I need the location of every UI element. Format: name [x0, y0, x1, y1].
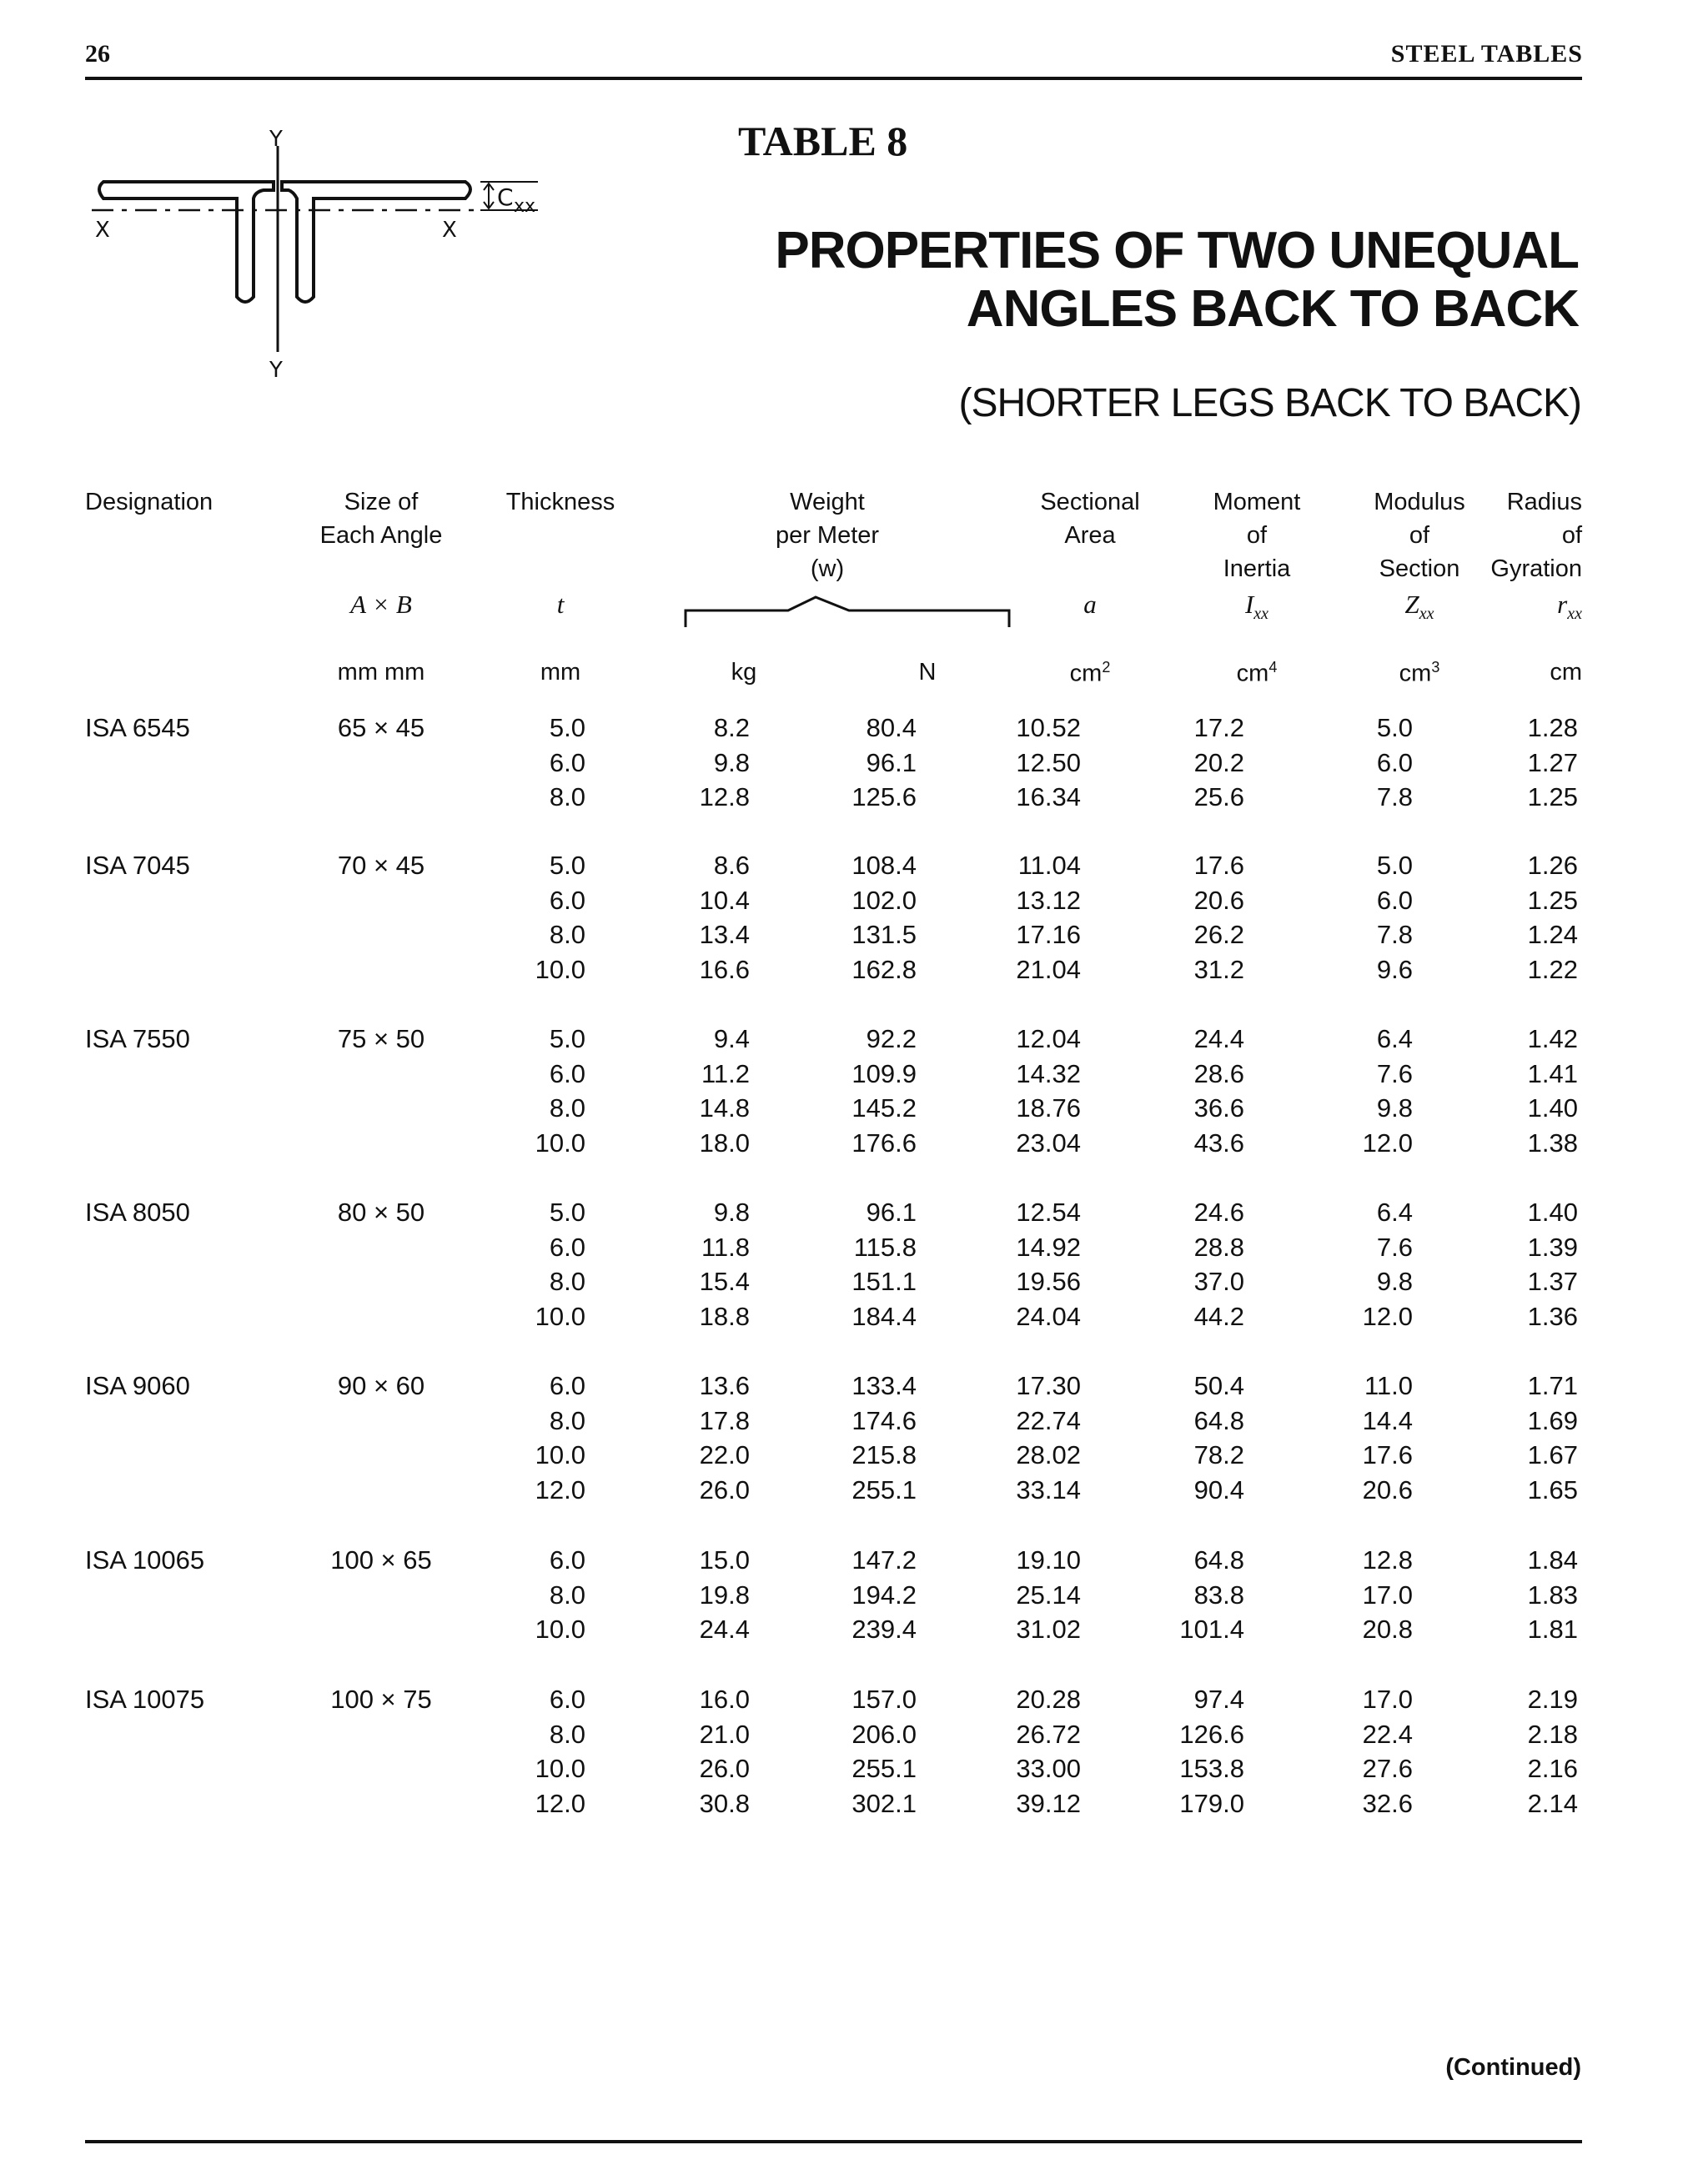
cell-weight-n: 115.8: [853, 1232, 917, 1262]
cell-modulus: 17.0: [1362, 1580, 1413, 1610]
symbol-radius: $r_{xx}$: [1557, 590, 1582, 624]
unit-size: mm mm: [337, 659, 425, 686]
cell-area: 31.02: [1016, 1615, 1081, 1644]
cell-thickness: 10.0: [535, 954, 585, 984]
angle-size: 75 × 50: [337, 1024, 425, 1053]
cell-thickness: 8.0: [549, 782, 585, 811]
cell-radius: 1.38: [1527, 1128, 1578, 1158]
cell-area: 26.72: [1016, 1719, 1081, 1749]
running-head-section: STEEL TABLES: [1390, 40, 1583, 68]
cell-weight-kg: 12.8: [699, 782, 750, 811]
cell-weight-kg: 15.0: [699, 1545, 750, 1575]
header-thickness: Thickness: [505, 489, 615, 515]
cell-weight-n: 92.2: [866, 1024, 917, 1053]
cell-area: 33.00: [1016, 1754, 1081, 1783]
cell-modulus: 27.6: [1362, 1754, 1413, 1783]
cell-radius: 1.26: [1527, 851, 1578, 880]
table-row: [85, 1057, 1582, 1091]
cell-area: 13.12: [1016, 885, 1081, 915]
designation: ISA 7045: [85, 851, 190, 880]
cell-weight-n: 162.8: [851, 954, 917, 984]
cell-radius: 1.36: [1527, 1301, 1578, 1331]
unit-area-exp: 2: [1102, 659, 1111, 676]
cell-radius: 1.71: [1527, 1371, 1578, 1400]
cell-area: 18.76: [1016, 1093, 1081, 1123]
table-row: [85, 1299, 1582, 1334]
cell-modulus: 6.0: [1376, 747, 1413, 777]
cell-area: 12.04: [1016, 1024, 1081, 1053]
cell-inertia: 28.6: [1193, 1058, 1244, 1088]
cell-thickness: 10.0: [535, 1754, 585, 1783]
cell-weight-kg: 16.0: [699, 1685, 750, 1714]
cell-radius: 1.40: [1527, 1198, 1578, 1227]
top-rule: [85, 77, 1582, 80]
page-number: 26: [85, 40, 110, 68]
cell-thickness: 10.0: [535, 1615, 585, 1644]
cell-weight-n: 125.6: [851, 782, 917, 811]
cell-area: 21.04: [1016, 954, 1081, 984]
cell-weight-n: 131.5: [851, 920, 917, 949]
cell-modulus: 17.0: [1362, 1685, 1413, 1714]
cell-modulus: 7.8: [1376, 782, 1413, 811]
table-row: [85, 1612, 1582, 1646]
cell-weight-n: 206.0: [851, 1719, 917, 1749]
bottom-rule: [85, 2140, 1582, 2143]
cell-weight-kg: 18.8: [699, 1301, 750, 1331]
cell-weight-n: 184.4: [851, 1301, 917, 1331]
table-title-line-2: ANGLES BACK TO BACK: [966, 280, 1579, 338]
cell-thickness: 10.0: [535, 1440, 585, 1469]
symbol-radius-sub: xx: [1567, 605, 1582, 624]
unit-inertia: $cm^4$: [1236, 659, 1278, 687]
cell-inertia: 44.2: [1193, 1301, 1244, 1331]
cell-weight-kg: 24.4: [699, 1615, 750, 1644]
table-row: [85, 780, 1582, 814]
cell-thickness: 6.0: [549, 747, 585, 777]
cell-thickness: 6.0: [549, 1058, 585, 1088]
cell-radius: 2.14: [1527, 1788, 1578, 1818]
cell-thickness: 8.0: [549, 1093, 585, 1123]
cell-inertia: 90.4: [1193, 1474, 1244, 1504]
cell-modulus: 9.6: [1376, 954, 1413, 984]
table-row: [85, 1404, 1582, 1438]
cell-thickness: 8.0: [549, 920, 585, 949]
cell-modulus: 6.4: [1376, 1198, 1413, 1227]
symbol-area: a: [1083, 590, 1097, 619]
cell-inertia: 26.2: [1193, 920, 1244, 949]
table-row: [85, 1195, 1582, 1229]
cell-weight-kg: 11.2: [701, 1058, 750, 1088]
cell-modulus: 6.4: [1376, 1024, 1413, 1053]
cell-area: 39.12: [1016, 1788, 1081, 1818]
cell-thickness: 5.0: [549, 1198, 585, 1227]
header-radius: Radius of Gyration: [1490, 489, 1582, 582]
designation: ISA 10065: [85, 1545, 205, 1575]
cell-thickness: 10.0: [535, 1128, 585, 1158]
cell-inertia: 17.2: [1193, 713, 1244, 742]
cell-area: 17.30: [1016, 1371, 1081, 1400]
cell-radius: 1.83: [1527, 1580, 1578, 1610]
cell-weight-kg: 9.8: [713, 747, 750, 777]
cell-inertia: 17.6: [1193, 851, 1244, 880]
diagram-label-x-right: X: [442, 218, 457, 243]
cell-weight-n: 133.4: [851, 1371, 917, 1400]
cell-inertia: 31.2: [1193, 954, 1244, 984]
unit-kg: kg: [731, 659, 757, 686]
designation: ISA 7550: [85, 1024, 190, 1053]
cell-weight-kg: 26.0: [699, 1474, 750, 1504]
cell-weight-n: 255.1: [851, 1474, 917, 1504]
unit-n: N: [918, 659, 937, 686]
cell-weight-n: 255.1: [851, 1754, 917, 1783]
cell-modulus: 5.0: [1376, 851, 1413, 880]
header-designation: Designation: [85, 489, 214, 515]
cell-area: 19.56: [1016, 1267, 1081, 1296]
cell-inertia: 28.8: [1193, 1232, 1244, 1262]
cell-inertia: 25.6: [1193, 782, 1244, 811]
cell-inertia: 153.8: [1179, 1754, 1244, 1783]
symbol-inertia: $I_{xx}$: [1244, 590, 1269, 624]
cell-weight-n: 176.6: [851, 1128, 917, 1158]
angle-size: 65 × 45: [337, 713, 425, 742]
left-angle-shape: [99, 182, 274, 302]
cell-area: 22.74: [1016, 1405, 1081, 1435]
angle-size: 100 × 75: [330, 1685, 432, 1714]
cell-weight-n: 194.2: [851, 1580, 917, 1610]
cell-modulus: 20.8: [1362, 1615, 1413, 1644]
cell-modulus: 6.0: [1376, 885, 1413, 915]
cell-radius: 1.37: [1527, 1267, 1578, 1296]
cell-thickness: 12.0: [535, 1788, 585, 1818]
unit-inertia-exp: 4: [1268, 659, 1278, 676]
designation: ISA 8050: [85, 1198, 190, 1227]
cell-radius: 1.42: [1527, 1024, 1578, 1053]
continued-note: (Continued): [1445, 2054, 1581, 2081]
cell-weight-kg: 9.4: [713, 1024, 750, 1053]
cell-weight-n: 80.4: [866, 713, 917, 742]
diagram-label-c: C: [497, 183, 514, 211]
cell-weight-n: 109.9: [851, 1058, 917, 1088]
cell-thickness: 6.0: [549, 885, 585, 915]
cell-weight-n: 302.1: [851, 1788, 917, 1818]
cell-thickness: 5.0: [549, 1024, 585, 1053]
table-row: [85, 1022, 1582, 1056]
cell-weight-n: 151.1: [851, 1267, 917, 1296]
cell-weight-n: 147.2: [851, 1545, 917, 1575]
angle-size: 70 × 45: [337, 851, 425, 880]
header-inertia: Moment of Inertia: [1213, 489, 1301, 582]
cell-weight-kg: 11.8: [701, 1232, 750, 1262]
diagram-label-c-sub: xx: [514, 196, 536, 217]
cell-radius: 1.27: [1527, 747, 1578, 777]
cell-area: 25.14: [1016, 1580, 1081, 1610]
cell-inertia: 64.8: [1193, 1405, 1244, 1435]
unit-modulus: $cm^3$: [1399, 659, 1440, 687]
cell-weight-n: 174.6: [851, 1405, 917, 1435]
table-row: [85, 1717, 1582, 1751]
cell-inertia: 50.4: [1193, 1371, 1244, 1400]
cell-thickness: 5.0: [549, 713, 585, 742]
table-row: [85, 1786, 1582, 1821]
table-row: [85, 1264, 1582, 1298]
cell-radius: 2.16: [1527, 1754, 1578, 1783]
table-row: [85, 1126, 1582, 1160]
table-row: [85, 1682, 1582, 1716]
cell-radius: 1.22: [1527, 954, 1578, 984]
cell-modulus: 12.0: [1362, 1301, 1413, 1331]
diagram-label-y-top: Y: [269, 127, 283, 152]
diagram-label-x-left: X: [95, 218, 110, 243]
symbol-modulus-sub: xx: [1419, 605, 1434, 624]
cell-radius: 1.84: [1527, 1545, 1578, 1575]
table-row: [85, 1369, 1582, 1403]
cell-inertia: 36.6: [1193, 1093, 1244, 1123]
cell-inertia: 83.8: [1193, 1580, 1244, 1610]
cell-thickness: 6.0: [549, 1685, 585, 1714]
table-number: TABLE 8: [738, 118, 908, 164]
symbol-modulus: $Z_{xx}$: [1404, 590, 1434, 624]
cell-weight-kg: 19.8: [699, 1580, 750, 1610]
cell-weight-kg: 21.0: [699, 1719, 750, 1749]
unit-modulus-exp: 3: [1431, 659, 1440, 676]
cell-weight-n: 239.4: [851, 1615, 917, 1644]
cell-modulus: 14.4: [1362, 1405, 1413, 1435]
cell-modulus: 11.0: [1364, 1371, 1413, 1400]
cell-inertia: 97.4: [1193, 1685, 1244, 1714]
designation: ISA 6545: [85, 713, 190, 742]
cell-inertia: 20.2: [1193, 747, 1244, 777]
header-size: Size of Each Angle: [319, 489, 443, 549]
cell-weight-n: 157.0: [851, 1685, 917, 1714]
table-row: [85, 848, 1582, 882]
cell-radius: 1.25: [1527, 885, 1578, 915]
cell-area: 14.32: [1016, 1058, 1081, 1088]
cell-radius: 1.25: [1527, 782, 1578, 811]
cell-thickness: 6.0: [549, 1545, 585, 1575]
cell-radius: 1.65: [1527, 1474, 1578, 1504]
cell-modulus: 9.8: [1376, 1267, 1413, 1296]
cell-radius: 2.18: [1527, 1719, 1578, 1749]
cell-weight-kg: 16.6: [699, 954, 750, 984]
cell-weight-kg: 10.4: [699, 885, 750, 915]
cell-area: 11.04: [1017, 851, 1081, 880]
cell-weight-n: 96.1: [866, 1198, 917, 1227]
cell-thickness: 5.0: [549, 851, 585, 880]
cell-thickness: 8.0: [549, 1580, 585, 1610]
cell-weight-n: 108.4: [851, 851, 917, 880]
cell-area: 17.16: [1016, 920, 1081, 949]
cell-area: 12.50: [1016, 747, 1081, 777]
cell-radius: 1.24: [1527, 920, 1578, 949]
table-row: [85, 883, 1582, 917]
cell-area: 24.04: [1016, 1301, 1081, 1331]
table-title-line-1: PROPERTIES OF TWO UNEQUAL: [775, 222, 1579, 279]
cell-radius: 1.69: [1527, 1405, 1578, 1435]
angle-size: 100 × 65: [330, 1545, 432, 1575]
symbol-inertia-sub: xx: [1253, 605, 1269, 624]
cell-weight-kg: 13.4: [699, 920, 750, 949]
table-row: [85, 1230, 1582, 1264]
cell-area: 12.54: [1016, 1198, 1081, 1227]
table-row: [85, 1578, 1582, 1612]
cell-radius: 1.39: [1527, 1232, 1578, 1262]
cell-radius: 1.41: [1527, 1058, 1578, 1088]
cell-thickness: 6.0: [549, 1232, 585, 1262]
table-row: [85, 1473, 1582, 1507]
cell-weight-n: 102.0: [851, 885, 917, 915]
cell-area: 16.34: [1016, 782, 1081, 811]
table-row: [85, 1438, 1582, 1472]
cell-thickness: 12.0: [535, 1474, 585, 1504]
header-modulus: Modulus of Section: [1374, 489, 1465, 582]
cell-area: 33.14: [1016, 1474, 1081, 1504]
cell-modulus: 9.8: [1376, 1093, 1413, 1123]
cell-modulus: 7.6: [1376, 1232, 1413, 1262]
cell-modulus: 22.4: [1362, 1719, 1413, 1749]
cell-radius: 1.28: [1527, 713, 1578, 742]
cell-area: 10.52: [1016, 713, 1081, 742]
cell-weight-n: 215.8: [851, 1440, 917, 1469]
table-row: [85, 1091, 1582, 1125]
cell-area: 14.92: [1016, 1232, 1081, 1262]
back-to-back-angles-diagram: [83, 125, 550, 392]
cell-modulus: 20.6: [1362, 1474, 1413, 1504]
cell-thickness: 8.0: [549, 1267, 585, 1296]
symbol-size: A × B: [350, 590, 412, 619]
cell-weight-kg: 15.4: [699, 1267, 750, 1296]
header-area: Sectional Area: [1040, 489, 1140, 549]
cell-radius: 2.19: [1527, 1685, 1578, 1714]
cell-thickness: 6.0: [549, 1371, 585, 1400]
cell-weight-kg: 8.6: [713, 851, 750, 880]
table-row: [85, 746, 1582, 780]
cell-weight-kg: 30.8: [699, 1788, 750, 1818]
cell-modulus: 7.6: [1376, 1058, 1413, 1088]
cell-inertia: 37.0: [1193, 1267, 1244, 1296]
cell-weight-n: 145.2: [851, 1093, 917, 1123]
cell-weight-kg: 14.8: [699, 1093, 750, 1123]
cell-modulus: 32.6: [1362, 1788, 1413, 1818]
cell-modulus: 5.0: [1376, 713, 1413, 742]
cell-inertia: 24.6: [1193, 1198, 1244, 1227]
cell-inertia: 24.4: [1193, 1024, 1244, 1053]
cell-weight-kg: 17.8: [699, 1405, 750, 1435]
cell-inertia: 101.4: [1179, 1615, 1244, 1644]
weight-bracket: [684, 595, 1012, 629]
cell-area: 20.28: [1016, 1685, 1081, 1714]
table-row: [85, 711, 1582, 745]
cell-weight-kg: 18.0: [699, 1128, 750, 1158]
unit-radius: cm: [1550, 659, 1582, 686]
cell-thickness: 10.0: [535, 1301, 585, 1331]
table-row: [85, 952, 1582, 987]
cell-radius: 1.67: [1527, 1440, 1578, 1469]
cell-weight-n: 96.1: [866, 747, 917, 777]
cell-inertia: 64.8: [1193, 1545, 1244, 1575]
header-weight: Weight per Meter (w): [775, 489, 880, 582]
cell-area: 19.10: [1016, 1545, 1081, 1575]
cell-modulus: 12.8: [1362, 1545, 1413, 1575]
cell-radius: 1.81: [1527, 1615, 1578, 1644]
cell-thickness: 8.0: [549, 1405, 585, 1435]
cell-weight-kg: 22.0: [699, 1440, 750, 1469]
cell-area: 28.02: [1016, 1440, 1081, 1469]
cell-weight-kg: 13.6: [699, 1371, 750, 1400]
cell-weight-kg: 26.0: [699, 1754, 750, 1783]
cell-modulus: 12.0: [1362, 1128, 1413, 1158]
table-row: [85, 1543, 1582, 1577]
cell-weight-kg: 8.2: [713, 713, 750, 742]
designation: ISA 9060: [85, 1371, 190, 1400]
cell-inertia: 78.2: [1193, 1440, 1244, 1469]
angle-size: 90 × 60: [337, 1371, 425, 1400]
cell-radius: 1.40: [1527, 1093, 1578, 1123]
cell-modulus: 7.8: [1376, 920, 1413, 949]
table-row: [85, 917, 1582, 952]
cell-inertia: 179.0: [1179, 1788, 1244, 1818]
unit-area: $cm^2$: [1069, 659, 1111, 687]
cell-inertia: 126.6: [1179, 1719, 1244, 1749]
table-row: [85, 1751, 1582, 1786]
cell-thickness: 8.0: [549, 1719, 585, 1749]
symbol-thickness: t: [556, 590, 565, 619]
cell-inertia: 43.6: [1193, 1128, 1244, 1158]
unit-thickness: mm: [540, 659, 581, 686]
cell-area: 23.04: [1016, 1128, 1081, 1158]
cell-weight-kg: 9.8: [713, 1198, 750, 1227]
angles-outline: [99, 182, 470, 302]
cell-inertia: 20.6: [1193, 885, 1244, 915]
designation: ISA 10075: [85, 1685, 205, 1714]
angle-size: 80 × 50: [337, 1198, 425, 1227]
cell-modulus: 17.6: [1362, 1440, 1413, 1469]
table-subtitle: (SHORTER LEGS BACK TO BACK): [958, 381, 1581, 425]
diagram-label-y-bottom: Y: [269, 358, 283, 383]
